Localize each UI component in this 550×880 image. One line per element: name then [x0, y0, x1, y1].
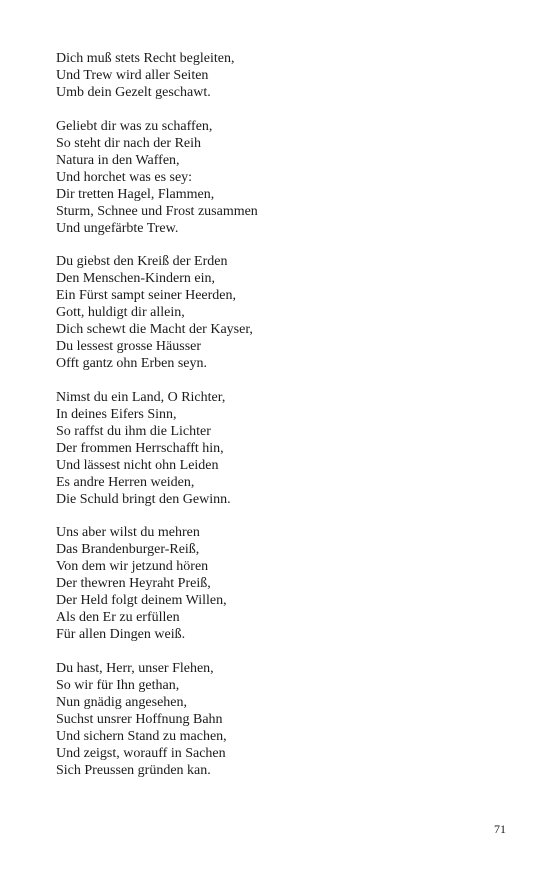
poem-line: Und zeigst, worauff in Sachen [56, 745, 226, 761]
poem-line: Sich Preussen gründen kan. [56, 762, 211, 778]
poem-line: Nun gnädig angesehen, [56, 694, 188, 710]
poem-line: Nimst du ein Land, O Richter, [56, 389, 226, 405]
poem-line: Geliebt dir was zu schaffen, [56, 118, 213, 134]
page-number: 71 [494, 822, 506, 836]
poem-line: Dir tretten Hagel, Flammen, [56, 186, 215, 202]
poem-line: So wir für Ihn gethan, [56, 677, 180, 693]
poem-line: Es andre Herren weiden, [56, 474, 195, 490]
poem-line: Umb dein Gezelt geschawt. [56, 85, 211, 100]
poem-line: Der Held folgt deinem Willen, [56, 593, 227, 608]
poem-body [56, 50, 516, 795]
poem-line: Von dem wir jetzund hören [56, 559, 209, 574]
poem-line: Der thewren Heyraht Preiß, [56, 576, 211, 591]
poem-line: Sturm, Schnee und Frost zusammen [56, 203, 258, 219]
stanza-3 [56, 253, 516, 372]
poem-line: Du giebst den Kreiß der Erden [56, 254, 228, 269]
poem-line: Du lessest grosse Häusser [56, 339, 202, 354]
poem-line: So raffst du ihm die Lichter [56, 423, 211, 439]
poem-line: Den Menschen-Kindern ein, [56, 271, 216, 286]
poem-line: Und lässest nicht ohn Leiden [56, 457, 219, 473]
poem-line: Natura in den Waffen, [56, 152, 180, 168]
stanza-5 [56, 524, 516, 643]
poem-line: Als den Er zu erfüllen [56, 610, 180, 625]
poem-line: Die Schuld bringt den Gewinn. [56, 491, 231, 507]
poem-line: Für allen Dingen weiß. [56, 627, 186, 642]
poem-line: Das Brandenburger-Reiß, [56, 542, 200, 557]
stanza-2 [56, 118, 516, 237]
poem-line: So steht dir nach der Reih [56, 135, 202, 151]
poem-line: Der frommen Herrschafft hin, [56, 440, 224, 456]
poem-line: Und sichern Stand zu machen, [56, 728, 227, 744]
poem-line: Du hast, Herr, unser Flehen, [56, 660, 214, 676]
poem-line: Und horchet was es sey: [56, 169, 193, 185]
poem-line: In deines Eifers Sinn, [56, 406, 177, 422]
poem-line: Offt gantz ohn Erben seyn. [56, 356, 207, 371]
poem-line: Ein Fürst sampt seiner Heerden, [56, 288, 237, 303]
poem-line: Gott, huldigt dir allein, [56, 305, 185, 320]
poem-line: Dich schewt die Macht der Kayser, [56, 322, 253, 337]
poem-line: Und ungefärbte Trew. [56, 220, 179, 236]
stanza-1 [56, 50, 516, 101]
poem-line: Und Trew wird aller Seiten [56, 68, 209, 83]
poem-line: Uns aber wilst du mehren [56, 525, 200, 540]
poem-line: Suchst unsrer Hoffnung Bahn [56, 711, 223, 727]
stanza-6 [56, 660, 516, 779]
stanza-4 [56, 389, 516, 508]
poem-line: Dich muß stets Recht begleiten, [56, 51, 235, 66]
